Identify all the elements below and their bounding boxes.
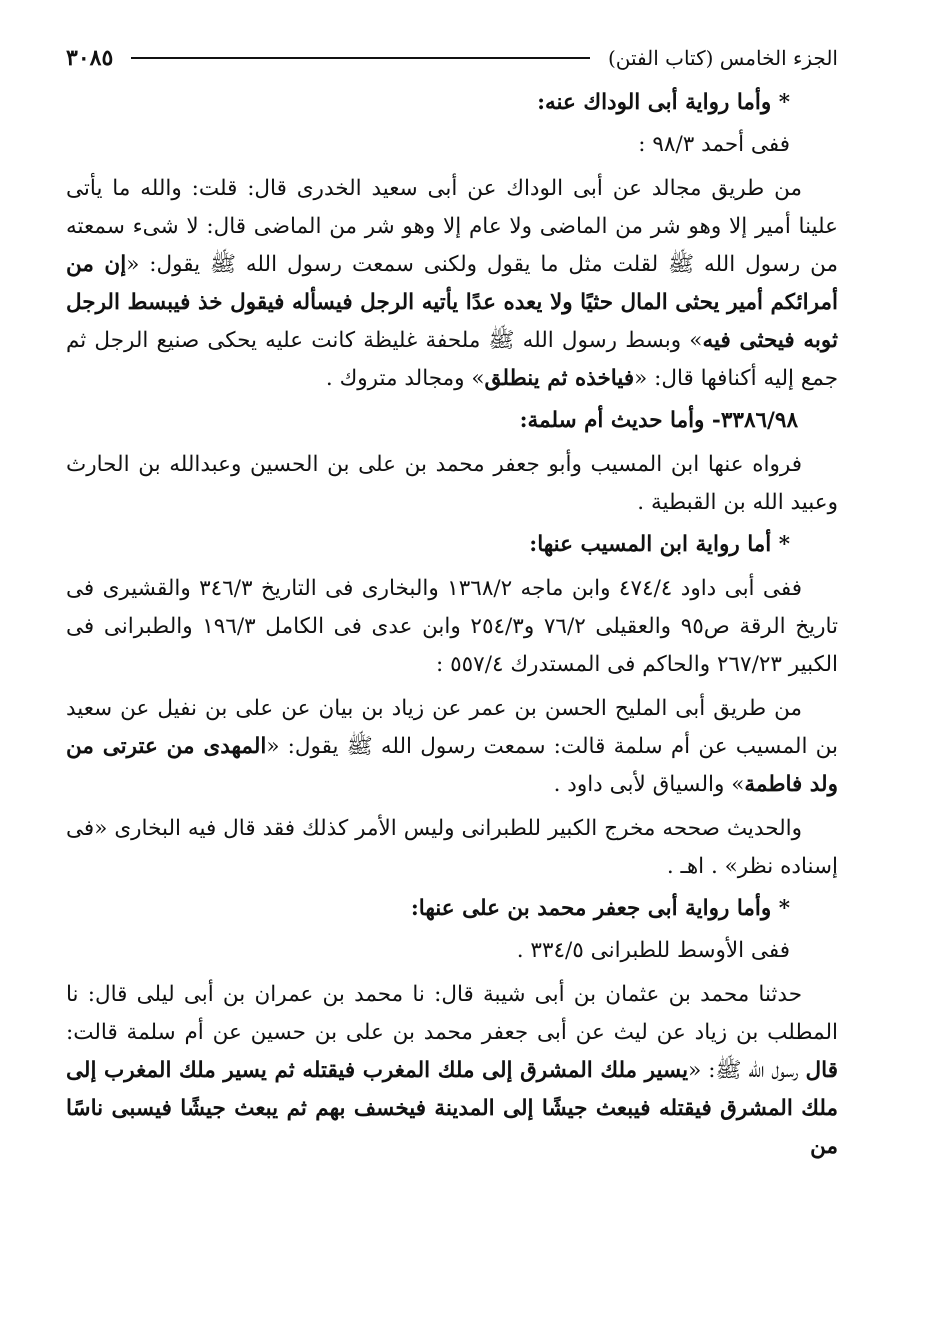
paragraph-sources-list: ففى أبى داود ٤٧٤/٤ وابن ماجه ١٣٦٨/٢ والبخارى فى التاريخ ٣٤٦/٣ والقشيرى فى تاريخ الرقة ص٩٥ والعقيلى ٧٦/٢ و٢٥٤/٣ وابن عدى فى الكامل ١٩٦/٣ والطبرانى فى الكبير ٢٦٧/٢٣ والحاكم فى المستدرك ٥٥٧/٤ : xyxy=(66,576,839,677)
paragraph-mujalid-chain xyxy=(66,170,838,398)
hadith-text-bold: فياخذه ثم ينطلق xyxy=(484,366,635,391)
paragraph-tabarani-chain xyxy=(66,976,838,1166)
text-run: رسول الله ﷺ: « xyxy=(688,1058,806,1083)
text-run-bold: قال xyxy=(805,1058,838,1083)
text-run: » ومجالد متروك . xyxy=(325,366,485,391)
paragraph-grading: والحديث صححه مخرج الكبير للطبرانى وليس الأمر كذلك فقد قال فيه البخارى «فى إسناده نظر» . اهـ . xyxy=(66,816,838,879)
page-body xyxy=(66,84,838,1166)
source-line-ahmad: ففى أحمد ٩٨/٣ : xyxy=(638,132,790,157)
section-heading-ibn-almusayyib: * أما رواية ابن المسيب عنها: xyxy=(529,532,790,557)
section-heading-umm-salama: ٣٣٨٦/٩٨- وأما حديث أم سلمة: xyxy=(519,408,798,433)
text-run: من طريق أبى المليح الحسن بن عمر عن زياد بن بيان عن على بن نفيل عن سعيد بن المسيب عن أم سلمة قالت: سمعت رسول الله ﷺ يقول: « xyxy=(66,696,838,759)
page-header xyxy=(66,36,838,80)
text-run: » والسياق لأبى داود . xyxy=(553,772,745,797)
text-run: » وبسط رسول الله ﷺ ملحفة غليظة كانت عليه يحكى صنيع الرجل ثم جمع إليه أكنافها قال: « xyxy=(66,328,838,391)
text-run: من طريق مجالد عن أبى الوداك عن أبى سعيد الخدرى قال: قلت: والله ما يأتى علينا أمير إلا وهو شر من الماضى ولا عام إلا وهو شر من الماضى قال: لا شىء سمعته من رسول الله ﷺ لقلت مثل ما يقول ولكنى سمعت رسول الله ﷺ يقول: « xyxy=(66,176,838,277)
hadith-text-bold: إن من أمرائكم أمير يحثى المال حثيًا ولا يعده عدًا يأتيه الرجل فيسأله فيقول خذ فيبسط الرجل ثوبه فيحثى فيه xyxy=(66,252,838,353)
hadith-text-bold: يسير ملك المشرق إلى ملك المغرب فيقتله ثم يسير ملك المغرب إلى ملك المشرق فيقتله فيبعث جيشًا إلى المدينة فيخسف بهم ثم يبعث جيشًا فيسبى ناسًا من xyxy=(66,1058,838,1159)
text-run: حدثنا محمد بن عثمان بن أبى شيبة قال: نا محمد بن عمران بن أبى ليلى قال: نا المطلب بن زياد عن ليث عن أبى جعفر محمد بن على بن حسين عن أم سلمة قالت: xyxy=(66,982,838,1045)
page-number: ٣٠٨٥ xyxy=(66,45,114,71)
section-heading-abi-alwaddak: * وأما رواية أبى الوداك عنه: xyxy=(537,90,790,115)
hadith-text-bold: المهدى من عترتى من ولد فاطمة xyxy=(66,734,838,797)
paragraph-narrators: فرواه عنها ابن المسيب وأبو جعفر محمد بن على بن الحسين وعبدالله بن الحارث وعبيد الله بن القبطية . xyxy=(66,452,838,515)
source-line-awsat: ففى الأوسط للطبرانى ٣٣٤/٥ . xyxy=(516,938,790,963)
paragraph-abi-almalih-chain xyxy=(66,690,838,804)
running-title: الجزء الخامس (كتاب الفتن) xyxy=(607,46,838,70)
section-heading-abi-jafar: * وأما رواية أبى جعفر محمد بن على عنها: xyxy=(410,896,790,921)
header-rule xyxy=(131,57,590,59)
